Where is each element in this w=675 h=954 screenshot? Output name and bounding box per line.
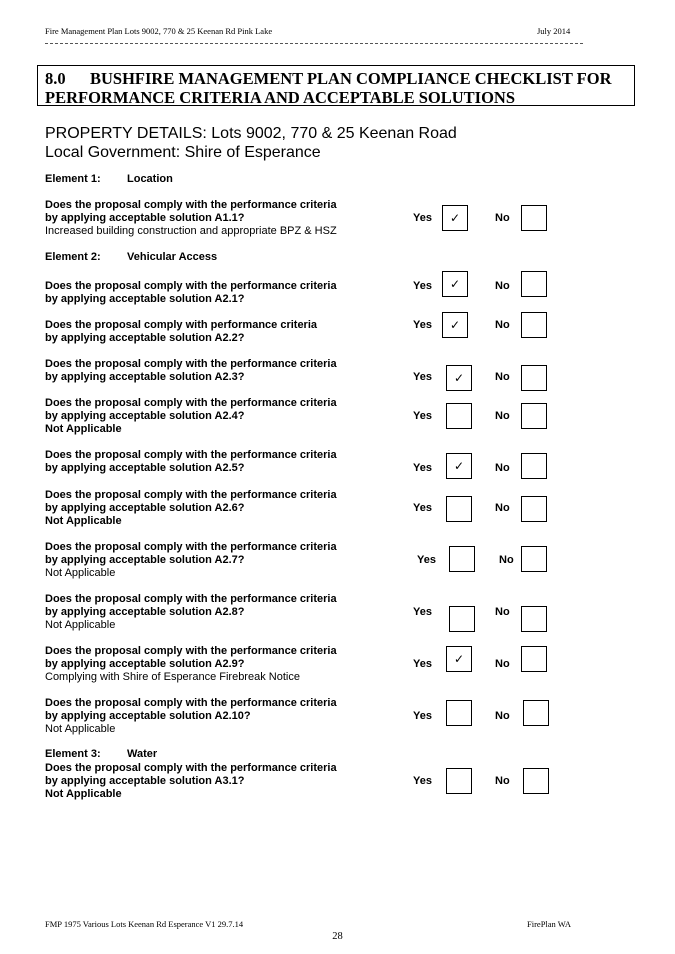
no-checkbox[interactable]: [521, 453, 547, 479]
question-line: Does the proposal comply with performance criteria: [45, 319, 318, 331]
header-title: Fire Management Plan Lots 9002, 770 & 25 Keenan Rd Pink Lake: [45, 26, 273, 36]
checkmark-icon: ✓: [453, 459, 465, 473]
question-text: [45, 358, 385, 384]
yes-checkbox[interactable]: [446, 453, 472, 479]
question-text: [45, 199, 385, 238]
element-3-heading: [45, 748, 158, 760]
section-title-line1: BUSHFIRE MANAGEMENT PLAN COMPLIANCE CHECKLIST FOR: [90, 69, 612, 88]
yes-checkbox[interactable]: [442, 205, 468, 231]
question-line: by applying acceptable solution A3.1?: [45, 775, 245, 787]
no-label: No: [495, 606, 510, 618]
question-line: by applying acceptable solution A2.3?: [45, 371, 245, 383]
yes-checkbox[interactable]: [446, 403, 472, 429]
yes-label: Yes: [413, 462, 432, 474]
question-text: [45, 449, 385, 475]
question-line: by applying acceptable solution A2.1?: [45, 293, 245, 305]
yes-checkbox[interactable]: [446, 496, 472, 522]
element-name: Location: [127, 173, 173, 185]
checkmark-icon: ✓: [449, 318, 461, 332]
question-line: by applying acceptable solution A2.10?: [45, 710, 251, 722]
element-label: Element 1:: [45, 173, 101, 185]
no-checkbox[interactable]: [521, 496, 547, 522]
no-checkbox[interactable]: [521, 205, 547, 231]
question-text: [45, 489, 385, 528]
question-line: by applying acceptable solution A2.2?: [45, 332, 245, 344]
yes-label: Yes: [413, 319, 432, 331]
yes-checkbox[interactable]: [446, 700, 472, 726]
question-line: by applying acceptable solution A2.6?: [45, 502, 245, 514]
no-label: No: [495, 462, 510, 474]
question-line: Does the proposal comply with the performance criteria: [45, 762, 337, 774]
yes-checkbox[interactable]: [446, 365, 472, 391]
question-note: Not Applicable: [45, 723, 116, 735]
yes-label: Yes: [413, 212, 432, 224]
page-number: 28: [332, 931, 343, 942]
yes-label: Yes: [413, 280, 432, 292]
no-label: No: [495, 410, 510, 422]
no-checkbox[interactable]: [523, 768, 549, 794]
question-note: Not Applicable: [45, 619, 116, 631]
local-government-line: Local Government: Shire of Esperance: [45, 144, 321, 161]
question-line: Does the proposal comply with the performance criteria: [45, 541, 337, 553]
checkmark-icon: ✓: [449, 277, 461, 291]
section-title-line2: PERFORMANCE CRITERIA AND ACCEPTABLE SOLUTIONS: [45, 88, 516, 107]
question-text: [45, 280, 385, 306]
question-line: Does the proposal comply with the performance criteria: [45, 593, 337, 605]
section-number: 8.0: [45, 69, 66, 88]
no-label: No: [495, 658, 510, 670]
question-text: [45, 319, 385, 345]
question-line: by applying acceptable solution A2.8?: [45, 606, 245, 618]
property-line: PROPERTY DETAILS: Lots 9002, 770 & 25 Keenan Road: [45, 125, 457, 142]
question-line: Does the proposal comply with the performance criteria: [45, 397, 337, 409]
question-text: [45, 397, 385, 436]
question-text: [45, 697, 385, 736]
yes-label: Yes: [413, 371, 432, 383]
question-note: Increased building construction and appropriate BPZ & HSZ: [45, 225, 337, 237]
question-line: Does the proposal comply with the performance criteria: [45, 449, 337, 461]
no-label: No: [499, 554, 514, 566]
no-label: No: [495, 371, 510, 383]
checkmark-icon: ✓: [449, 211, 461, 225]
yes-checkbox[interactable]: [442, 312, 468, 338]
no-label: No: [495, 710, 510, 722]
yes-label: Yes: [417, 554, 436, 566]
question-note: Not Applicable: [45, 423, 122, 435]
no-label: No: [495, 212, 510, 224]
no-checkbox[interactable]: [521, 546, 547, 572]
footer-doc-ref: FMP 1975 Various Lots Keenan Rd Esperance V1 29.7.14: [45, 919, 244, 929]
element-2-heading: [45, 251, 218, 263]
yes-checkbox[interactable]: [442, 271, 468, 297]
checkmark-icon: ✓: [453, 371, 465, 385]
question-text: [45, 541, 385, 580]
question-line: Does the proposal comply with the performance criteria: [45, 645, 337, 657]
no-label: No: [495, 502, 510, 514]
question-line: by applying acceptable solution A1.1?: [45, 212, 245, 224]
no-label: No: [495, 775, 510, 787]
question-note: Not Applicable: [45, 567, 116, 579]
footer-company: FirePlan WA: [527, 919, 571, 929]
no-checkbox[interactable]: [521, 271, 547, 297]
question-line: Does the proposal comply with the performance criteria: [45, 199, 337, 211]
question-text: [45, 593, 385, 632]
yes-label: Yes: [413, 658, 432, 670]
question-line: Does the proposal comply with the performance criteria: [45, 489, 337, 501]
question-line: Does the proposal comply with the performance criteria: [45, 697, 337, 709]
yes-checkbox[interactable]: [446, 768, 472, 794]
question-line: by applying acceptable solution A2.5?: [45, 462, 245, 474]
question-text: [45, 762, 385, 801]
question-note: Not Applicable: [45, 788, 122, 800]
yes-label: Yes: [413, 410, 432, 422]
checkmark-icon: ✓: [453, 652, 465, 666]
yes-checkbox[interactable]: [446, 646, 472, 672]
no-checkbox[interactable]: [521, 312, 547, 338]
yes-label: Yes: [413, 502, 432, 514]
no-checkbox[interactable]: [523, 700, 549, 726]
no-checkbox[interactable]: [521, 365, 547, 391]
element-name: Vehicular Access: [127, 251, 218, 263]
question-line: by applying acceptable solution A2.4?: [45, 410, 245, 422]
question-note: Not Applicable: [45, 515, 122, 527]
property-details: [45, 124, 457, 162]
yes-checkbox[interactable]: [449, 606, 475, 632]
no-checkbox[interactable]: [521, 646, 547, 672]
element-1-heading: [45, 173, 173, 185]
question-line: Does the proposal comply with the performance criteria: [45, 280, 337, 292]
header-divider: [45, 43, 583, 44]
section-title-box: [37, 65, 635, 106]
no-checkbox[interactable]: [521, 403, 547, 429]
header-date: July 2014: [537, 26, 571, 36]
element-label: Element 3:: [45, 748, 101, 760]
element-label: Element 2:: [45, 251, 101, 263]
question-line: Does the proposal comply with the performance criteria: [45, 358, 337, 370]
question-line: by applying acceptable solution A2.9?: [45, 658, 245, 670]
element-name: Water: [127, 748, 158, 760]
no-checkbox[interactable]: [521, 606, 547, 632]
yes-checkbox[interactable]: [449, 546, 475, 572]
yes-label: Yes: [413, 710, 432, 722]
no-label: No: [495, 319, 510, 331]
yes-label: Yes: [413, 606, 432, 618]
no-label: No: [495, 280, 510, 292]
question-text: [45, 645, 385, 684]
question-note: Complying with Shire of Esperance Firebreak Notice: [45, 671, 300, 683]
yes-label: Yes: [413, 775, 432, 787]
question-line: by applying acceptable solution A2.7?: [45, 554, 245, 566]
